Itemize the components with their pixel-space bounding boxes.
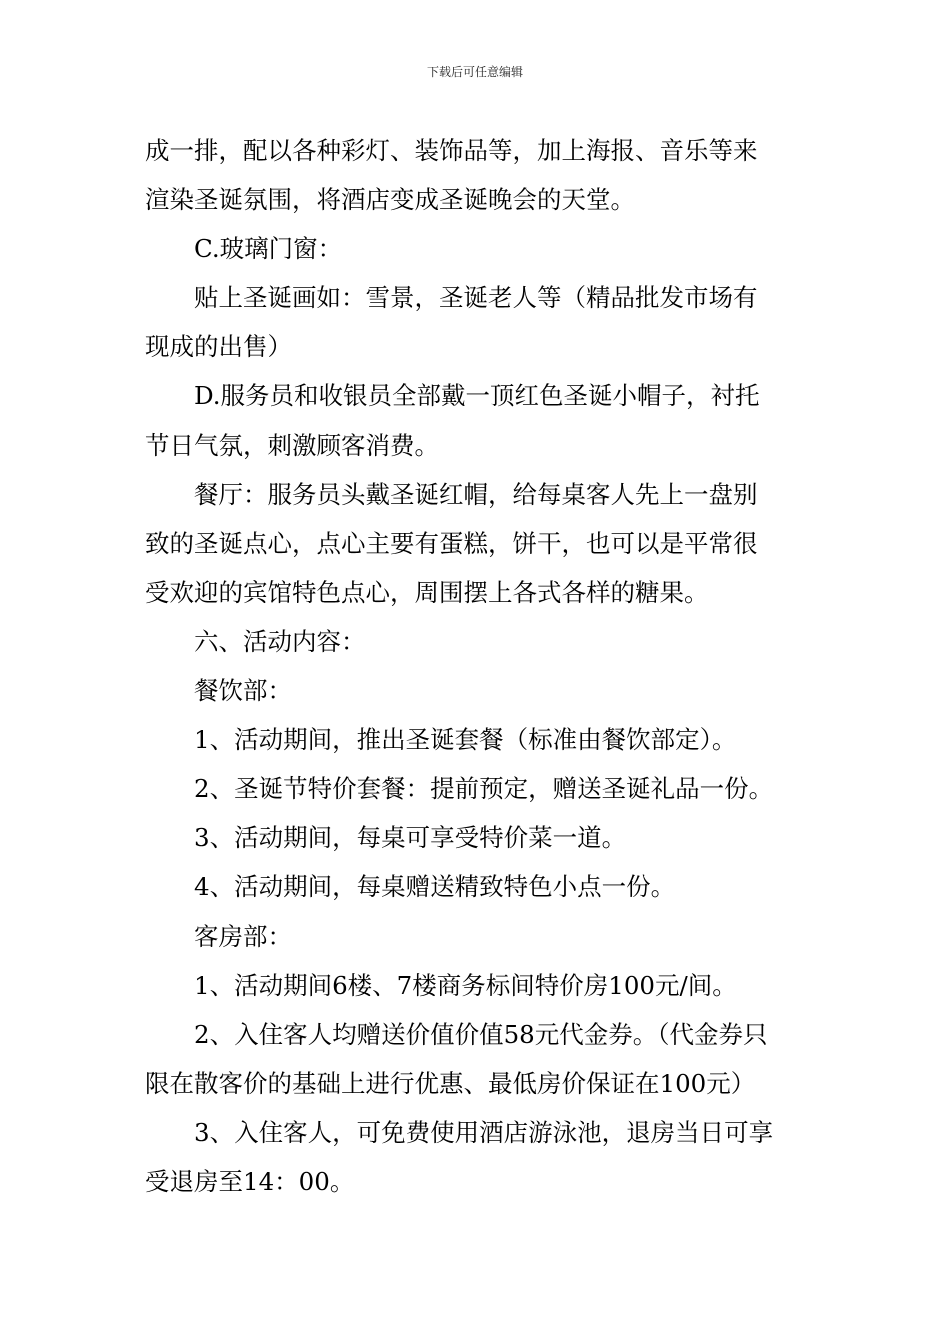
list-item: 1、活动期间，推出圣诞套餐（标准由餐饮部定）。 bbox=[194, 725, 737, 755]
list-item: 3、入住客人，可免费使用酒店游泳池，退房当日可享 bbox=[194, 1117, 774, 1147]
section-heading: 客房部： bbox=[194, 921, 292, 951]
list-item: 4、活动期间，每桌赠送精致特色小点一份。 bbox=[194, 872, 676, 902]
list-item: 2、入住客人均赠送价值价值58元代金券。（代金券只 bbox=[194, 1019, 768, 1049]
text-line: 限在散客价的基础上进行优惠、最低房价保证在100元） bbox=[145, 1068, 756, 1098]
section-heading: 餐饮部： bbox=[194, 676, 292, 706]
page-header: 下载后可任意编辑 bbox=[426, 65, 523, 79]
text-line: 致的圣诞点心，点心主要有蛋糕，饼干，也可以是平常很 bbox=[145, 528, 758, 558]
text-line: 受退房至14：00。 bbox=[145, 1166, 355, 1196]
text-line: 节日气氛，刺激顾客消费。 bbox=[145, 430, 439, 460]
section-heading: C.玻璃门窗： bbox=[194, 234, 343, 264]
text-line: 餐厅：服务员头戴圣诞红帽，给每桌客人先上一盘别 bbox=[194, 479, 758, 509]
list-item: 2、圣诞节特价套餐：提前预定，赠送圣诞礼品一份。 bbox=[194, 774, 774, 804]
text-line: 贴上圣诞画如：雪景，圣诞老人等（精品批发市场有 bbox=[194, 283, 758, 313]
text-line: 现成的出售） bbox=[145, 332, 292, 362]
section-heading: 六、活动内容： bbox=[194, 626, 366, 656]
text-line: D.服务员和收银员全部戴一顶红色圣诞小帽子，衬托 bbox=[194, 381, 760, 411]
text-line: 受欢迎的宾馆特色点心，周围摆上各式各样的糖果。 bbox=[145, 577, 709, 607]
document-body bbox=[145, 126, 807, 1206]
list-item: 3、活动期间，每桌可享受特价菜一道。 bbox=[194, 823, 627, 853]
text-line: 成一排，配以各种彩灯、装饰品等，加上海报、音乐等来 bbox=[145, 136, 758, 165]
text-line: 渲染圣诞氛围，将酒店变成圣诞晚会的天堂。 bbox=[145, 185, 635, 215]
list-item: 1、活动期间6楼、7楼商务标间特价房100元/间。 bbox=[194, 970, 737, 1000]
